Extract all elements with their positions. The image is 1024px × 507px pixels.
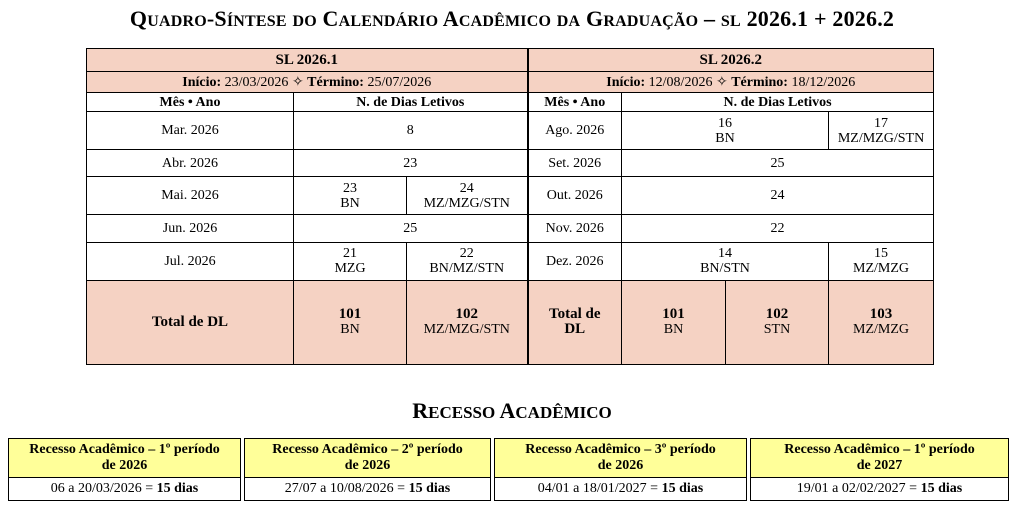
days-split-cell: 16 BN bbox=[622, 112, 829, 150]
total-cell: 102 STN bbox=[726, 280, 829, 364]
recess-header: Recesso Acadêmico – 3º período de 2026 bbox=[495, 439, 747, 478]
month-cell: Ago. 2026 bbox=[528, 112, 622, 150]
days-cell: 25 bbox=[622, 150, 934, 177]
days-cell: 22 bbox=[622, 215, 934, 242]
sem2-total-label: Total de DL bbox=[528, 280, 622, 364]
recess-title: RECESSO ACADÊMICO bbox=[412, 398, 612, 423]
total-cell: 101 BN bbox=[622, 280, 726, 364]
month-cell: Mai. 2026 bbox=[87, 177, 294, 215]
sem2-col-month: Mês • Ano bbox=[528, 93, 622, 112]
month-cell: Jul. 2026 bbox=[87, 242, 294, 280]
month-cell: Abr. 2026 bbox=[87, 150, 294, 177]
days-split-cell: 21 MZG bbox=[294, 242, 407, 280]
sem1-header: SL 2026.1 bbox=[87, 49, 528, 72]
days-split-cell: 17 MZ/MZG/STN bbox=[829, 112, 934, 150]
sem1-col-month: Mês • Ano bbox=[87, 93, 294, 112]
month-cell: Set. 2026 bbox=[528, 150, 622, 177]
days-split-cell: 24 MZ/MZG/STN bbox=[407, 177, 528, 215]
sem2-col-days: N. de Dias Letivos bbox=[622, 93, 934, 112]
recess-table bbox=[8, 438, 1009, 501]
recess-header: Recesso Acadêmico – 1º período de 2027 bbox=[751, 439, 1009, 478]
month-cell: Mar. 2026 bbox=[87, 112, 294, 150]
sem1-dates: Início: 23/03/2026 ✧ Término: 25/07/2026 bbox=[87, 72, 528, 93]
total-cell: 103 MZ/MZG bbox=[829, 280, 934, 364]
total-cell: 102 MZ/MZG/STN bbox=[407, 280, 528, 364]
days-cell: 8 bbox=[294, 112, 528, 150]
sem1-col-days: N. de Dias Letivos bbox=[294, 93, 528, 112]
days-cell: 24 bbox=[622, 177, 934, 215]
month-cell: Dez. 2026 bbox=[528, 242, 622, 280]
days-cell: 25 bbox=[294, 215, 528, 242]
calendar-table bbox=[86, 48, 934, 365]
days-split-cell: 23 BN bbox=[294, 177, 407, 215]
month-cell: Nov. 2026 bbox=[528, 215, 622, 242]
total-cell: 101 BN bbox=[294, 280, 407, 364]
recess-value: 27/07 a 10/08/2026 = 15 dias bbox=[245, 478, 491, 501]
days-split-cell: 15 MZ/MZG bbox=[829, 242, 934, 280]
days-split-cell: 14 BN/STN bbox=[622, 242, 829, 280]
recess-value: 04/01 a 18/01/2027 = 15 dias bbox=[495, 478, 747, 501]
recess-value: 19/01 a 02/02/2027 = 15 dias bbox=[751, 478, 1009, 501]
sem2-header: SL 2026.2 bbox=[528, 49, 934, 72]
sem1-total-label: Total de DL bbox=[87, 280, 294, 364]
page-title: QUADRO-SÍNTESE DO CALENDÁRIO ACADÊMICO DA GRADUAÇÃO – SL 2026.1 + 2026.2 bbox=[129, 6, 895, 31]
month-cell: Out. 2026 bbox=[528, 177, 622, 215]
month-cell: Jun. 2026 bbox=[87, 215, 294, 242]
days-split-cell: 22 BN/MZ/STN bbox=[407, 242, 528, 280]
sem2-dates: Início: 12/08/2026 ✧ Término: 18/12/2026 bbox=[528, 72, 934, 93]
recess-header: Recesso Acadêmico – 1º período de 2026 bbox=[9, 439, 241, 478]
recess-header: Recesso Acadêmico – 2º período de 2026 bbox=[245, 439, 491, 478]
days-cell: 23 bbox=[294, 150, 528, 177]
recess-value: 06 a 20/03/2026 = 15 dias bbox=[9, 478, 241, 501]
